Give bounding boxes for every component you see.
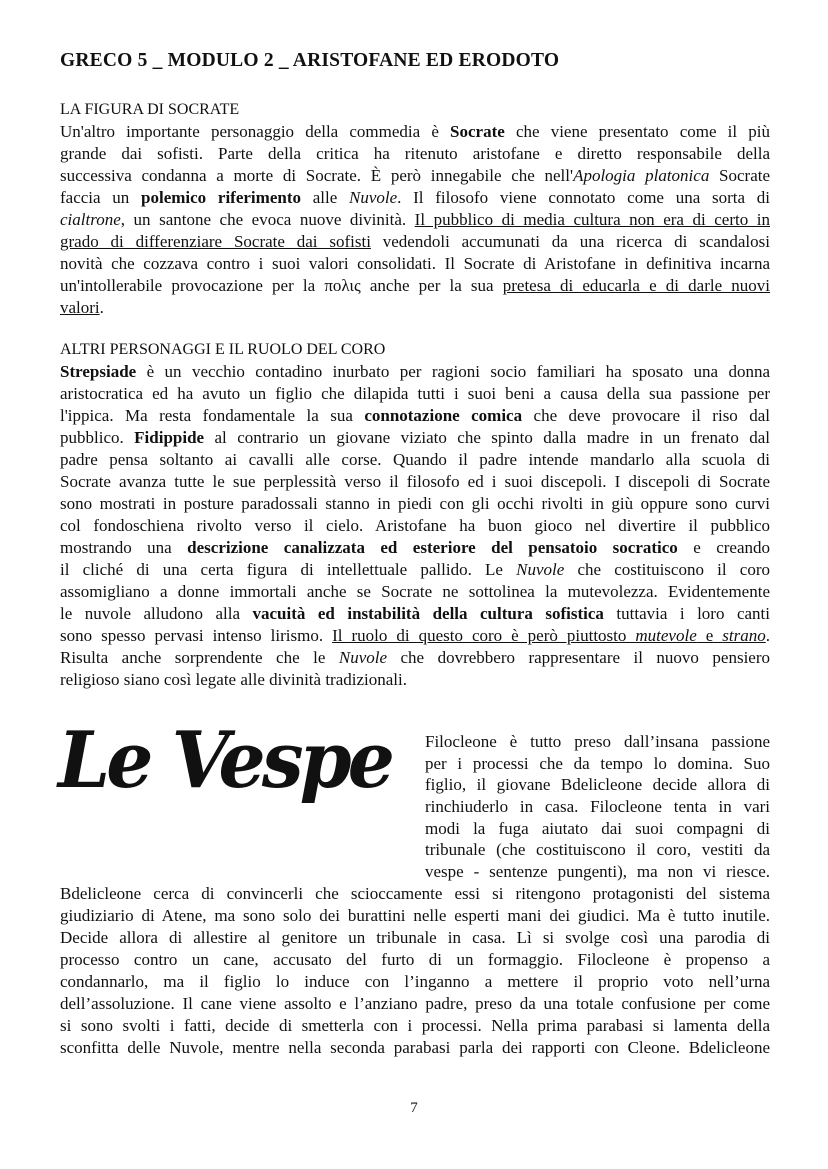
text-run: Socrate avanza tutte le sue perplessità verso il filosofo ed i suoi discepoli. I discepoli di Socrate <box>60 472 770 491</box>
text-line <box>60 187 770 209</box>
text-run: sono mostrati in posture paradossali stanno in piedi con gli occhi rivolti in giù oppure sono curvi <box>60 494 770 513</box>
text-run: . <box>765 626 770 645</box>
text-run: successiva condanna a morte di Socrate. È però innegabile che nell' <box>60 166 574 185</box>
text-run: al contrario un giovane viziato che spinto dalla madre in un frenato dal <box>204 428 771 447</box>
text-line <box>60 537 770 559</box>
text-line <box>425 774 770 796</box>
text-line <box>425 731 770 753</box>
text-run: il cliché di una certa figura di intellettuale pallido. Le <box>60 560 517 579</box>
text-run: rinchiuderlo in casa. Filocleone tenta in vari <box>425 797 770 817</box>
underlined-text: grado di differenziare Socrate dai sofisti <box>60 232 371 251</box>
text-run: che viene presentato come il più <box>504 122 770 141</box>
text-run: le nuvole alludono alla <box>60 604 253 623</box>
text-line <box>60 405 770 427</box>
bold-text: Strepsiade <box>60 362 137 381</box>
text-line <box>425 861 770 883</box>
text-line <box>425 818 770 840</box>
text-run: giudiziario di Atene, ma sono solo dei burattini nelle esperti mani dei giudici. Ma è tutto inutile. <box>60 906 770 925</box>
text-line <box>60 165 770 187</box>
text-run: condannarlo, ma il figlio lo induce con l’inganno a mettere il proprio voto nell’urna <box>60 972 770 991</box>
underlined-text: strano <box>722 626 766 645</box>
text-run: dell’assoluzione. Il cane viene assolto e l’anziano padre, preso da una totale confusione per come <box>60 994 770 1013</box>
paragraph <box>60 361 770 691</box>
section-heading: ALTRI PERSONAGGI E IL RUOLO DEL CORO <box>60 341 386 358</box>
text-run: vespe - sentenze pungenti), ma non vi riesce. <box>425 862 770 882</box>
text-run: l'ippica. Ma resta fondamentale la sua <box>60 406 365 425</box>
text-run: alle <box>300 188 349 207</box>
text-run: Un'altro importante personaggio della commedia è <box>60 122 451 141</box>
text-line <box>60 143 770 165</box>
text-run: figlio, il giovane Bdelicleone decide allora di <box>425 775 770 795</box>
text-line <box>60 581 770 603</box>
text-line <box>60 209 770 231</box>
text-line <box>60 1037 770 1059</box>
document-title: GRECO 5 _ MODULO 2 _ ARISTOFANE ED ERODOTO <box>60 50 560 71</box>
text-line <box>60 275 770 297</box>
text-line <box>60 647 770 669</box>
italic-text: Nuvole <box>516 560 565 579</box>
text-run: faccia un <box>60 188 142 207</box>
text-line <box>60 493 770 515</box>
text-run: Bdelicleone cerca di convincerli che scioccamente essi si ritengono protagonisti del sistema <box>60 884 770 903</box>
italic-text: cialtrone <box>60 210 121 229</box>
paragraph <box>60 121 770 319</box>
underlined-text: mutevole <box>635 626 697 645</box>
underlined-text: Il pubblico di media cultura non era di certo in <box>414 210 770 229</box>
text-run: e creando <box>677 538 770 557</box>
text-run: che costituiscono il coro <box>564 560 770 579</box>
text-line <box>60 603 770 625</box>
text-run: . Il filosofo viene connotato come una sorta di <box>397 188 770 207</box>
section-socrate <box>60 99 770 319</box>
text-run: . <box>99 298 104 317</box>
text-line <box>425 839 770 861</box>
text-run: è un vecchio contadino inurbato per ragioni socio familiari ha sposato una donna <box>136 362 770 381</box>
text-run: Decide allora di allestire al genitore un tribunale in casa. Lì si svolge così una parodia di <box>60 928 770 947</box>
text-run: aristocratica ed ha avuto un figlio che dilapida tutti i suoi beni a causa della sua passione per <box>60 384 770 403</box>
bold-text: Fidippide <box>134 428 205 447</box>
text-line <box>60 253 770 275</box>
text-line <box>60 515 770 537</box>
section-personaggi <box>60 339 770 691</box>
text-run: Socrate <box>709 166 771 185</box>
le-vespe-logo: Le Vespe <box>58 715 392 806</box>
text-run: vedendoli accumunati da una ricerca di scandalosi <box>370 232 770 251</box>
text-line <box>60 971 770 993</box>
text-line <box>60 361 770 383</box>
underlined-text: Il ruolo di questo coro è però piuttosto <box>332 626 636 645</box>
text-run: sconfitta delle Nuvole, mentre nella seconda parabasi parla dei rapporti con Cleone. Bdelicleone <box>60 1038 770 1057</box>
bold-text: Socrate <box>450 122 505 141</box>
text-line <box>60 383 770 405</box>
text-run: sono spesso pervasi intenso lirismo. <box>60 626 333 645</box>
text-line <box>425 796 770 818</box>
text-line <box>60 471 770 493</box>
text-line <box>60 559 770 581</box>
vespe-continuation <box>60 883 770 1059</box>
bold-text: vacuità ed instabilità della cultura sofistica <box>252 604 604 623</box>
bold-text: polemico riferimento <box>141 188 301 207</box>
section-heading: LA FIGURA DI SOCRATE <box>60 101 240 118</box>
text-run: , un santone che evoca nuove divinità. <box>120 210 415 229</box>
text-line <box>60 993 770 1015</box>
text-run: processo contro un cane, accusato del furto di un formaggio. Filocleone è propenso a <box>60 950 770 969</box>
italic-text: Apologia platonica <box>573 166 710 185</box>
text-run: padre pensa soltanto ai cavalli alle corse. Quando il padre intende mandarlo alla scuola di <box>60 450 770 469</box>
text-run: assomigliano a donne immortali anche se Socrate ne sottolinea la mutevolezza. Evidentemente <box>60 582 770 601</box>
paragraph <box>425 731 770 883</box>
text-run: mostrando una <box>60 538 188 557</box>
text-run: si sono svolti i fatti, decide di smetterla con i processi. Nella prima parabasi si lamenta della <box>60 1016 770 1035</box>
text-line <box>60 297 770 319</box>
text-run: col fondoschiena rivolto verso il cielo. Aristofane ha buon gioco nel divertire il pubblico <box>60 516 770 535</box>
text-run: Filocleone è tutto preso dall’insana passione <box>425 732 770 751</box>
italic-text: Nuvole <box>348 188 398 207</box>
text-run: religioso siano così legate alle divinità tradizionali. <box>60 670 407 689</box>
text-run: che dovrebbero rappresentare il nuovo pensiero <box>387 648 771 667</box>
text-line <box>60 883 770 905</box>
page-number: 7 <box>410 1100 418 1116</box>
italic-text: Nuvole <box>338 648 388 667</box>
text-run: grande dai sofisti. Parte della critica ha ritenuto aristofane e diretto responsabile della <box>60 144 770 163</box>
text-run: Risulta anche sorprendente che le <box>60 648 339 667</box>
text-run: tuttavia i loro canti <box>603 604 770 623</box>
text-run: pubblico. <box>60 428 135 447</box>
text-line <box>60 449 770 471</box>
bold-text: connotazione comica <box>364 406 523 425</box>
text-run: tribunale (che costituiscono il coro, vestiti da <box>425 840 770 860</box>
bold-text: descrizione canalizzata ed esteriore del pensatoio socratico <box>187 538 678 557</box>
paragraph <box>60 883 770 1059</box>
text-line <box>60 121 770 143</box>
text-run: novità che cozzava contro i suoi valori consolidati. Il Socrate di Aristofane in definitiva incarna <box>60 254 770 273</box>
text-run: che deve provocare il riso dal <box>522 406 771 425</box>
text-line <box>60 949 770 971</box>
underlined-text: e <box>696 626 723 645</box>
text-run: modi la fuga aiutato dai suoi compagni di <box>425 818 770 838</box>
text-line <box>60 669 770 691</box>
text-run: un'intollerabile provocazione per la πολις anche per la sua <box>60 276 503 295</box>
text-line <box>425 753 770 775</box>
text-line <box>60 625 770 647</box>
text-line <box>60 905 770 927</box>
vespe-column <box>425 731 770 883</box>
text-line <box>60 231 770 253</box>
text-line <box>60 427 770 449</box>
text-line <box>60 1015 770 1037</box>
text-line <box>60 927 770 949</box>
underlined-text: valori <box>60 298 100 317</box>
text-run: per i processi che da tempo lo domina. Suo <box>425 753 770 773</box>
underlined-text: pretesa di educarla e di darle nuovi <box>502 276 770 295</box>
